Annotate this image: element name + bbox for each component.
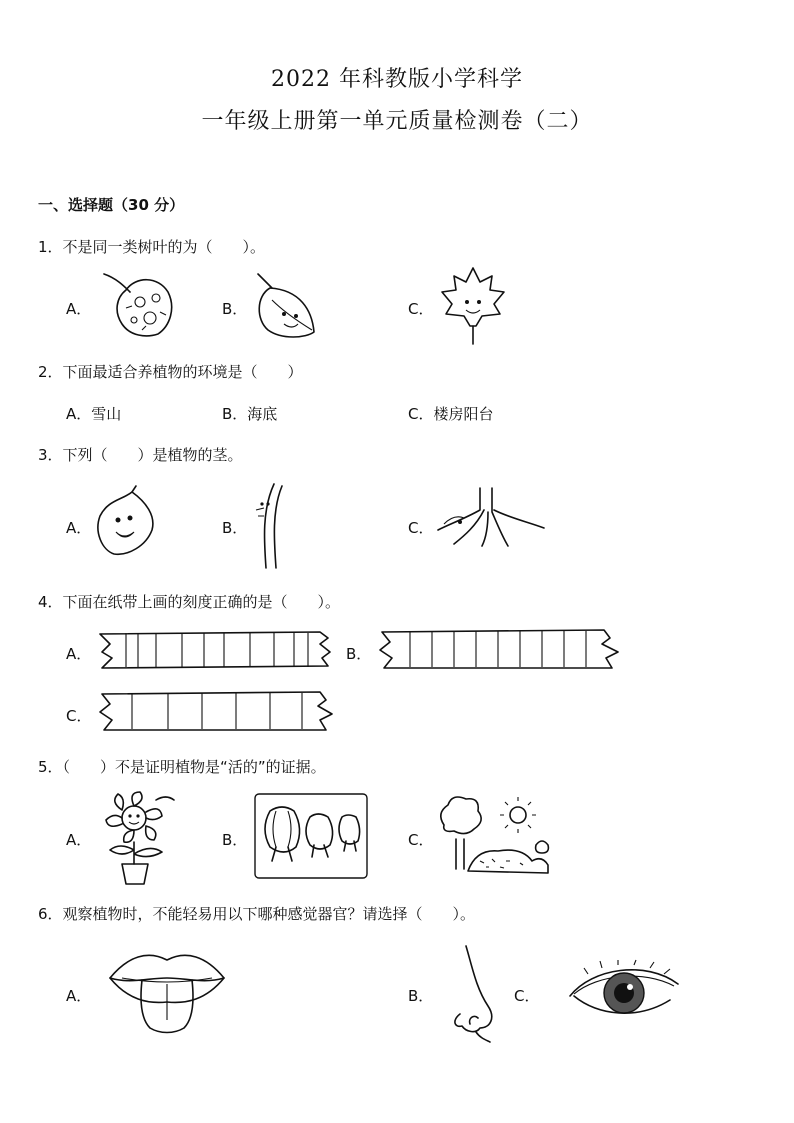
root-icon <box>436 488 546 548</box>
q4-option-a[interactable]: A． <box>66 645 92 663</box>
flower-pot-icon <box>94 788 178 886</box>
q3-option-a[interactable]: A． <box>66 519 92 537</box>
q6-option-b[interactable]: B． <box>408 987 434 1005</box>
paper-strip-icon <box>98 690 336 732</box>
q2-option-a[interactable] <box>66 403 121 424</box>
q2-option-c-label: C． <box>408 405 434 423</box>
q3-option-b[interactable]: B． <box>222 519 248 537</box>
q3-option-c[interactable]: C． <box>408 519 434 537</box>
q2-option-a-label: A． <box>66 405 92 423</box>
q2-option-c[interactable] <box>408 403 494 424</box>
walking-fruits-icon <box>254 793 368 879</box>
paper-strip-icon <box>98 630 332 670</box>
q5-option-c[interactable]: C． <box>408 831 434 849</box>
exam-title-line1: 2022 年科教版小学科学 <box>271 67 523 92</box>
stem-icon <box>246 480 286 570</box>
question-3: 3．下列（ ）是植物的茎。 <box>38 446 243 464</box>
q1-option-c[interactable]: C． <box>408 300 434 318</box>
question-1: 1．不是同一类树叶的为（ ）。 <box>38 238 266 256</box>
question-5: 5．（ ）不是证明植物是“活的”的证据。 <box>38 758 326 776</box>
q1-option-a[interactable]: A． <box>66 300 92 318</box>
eye-icon <box>568 960 684 1022</box>
maple-leaf-icon <box>438 264 508 346</box>
leaf-icon <box>92 486 158 558</box>
q5-option-b[interactable]: B． <box>222 831 248 849</box>
paper-strip-icon <box>378 628 622 670</box>
question-2: 2．下面最适合养植物的环境是（ ） <box>38 363 303 381</box>
leaf-holes-icon <box>96 268 178 340</box>
q6-option-c[interactable]: C． <box>514 987 540 1005</box>
smiling-leaf-icon <box>250 270 320 342</box>
q2-option-c-text: 楼房阳台 <box>433 405 494 423</box>
nose-icon <box>446 944 496 1044</box>
q1-option-b[interactable]: B． <box>222 300 248 318</box>
trees-sun-icon <box>434 795 554 881</box>
q2-option-b[interactable] <box>222 403 277 424</box>
q4-option-c[interactable]: C． <box>66 707 92 725</box>
q4-option-b[interactable]: B． <box>346 645 372 663</box>
question-6: 6．观察植物时，不能轻易用以下哪种感觉器官？请选择（ ）。 <box>38 905 476 923</box>
exam-title-line2: 一年级上册第一单元质量检测卷（二） <box>201 109 593 134</box>
q6-option-a[interactable]: A． <box>66 987 92 1005</box>
section-title: 一、选择题（30 分） <box>38 196 185 214</box>
q2-option-b-label: B． <box>222 405 248 423</box>
q2-option-b-text: 海底 <box>247 405 278 423</box>
question-4: 4．下面在纸带上画的刻度正确的是（ ）。 <box>38 593 341 611</box>
q2-option-a-text: 雪山 <box>91 405 122 423</box>
q5-option-a[interactable]: A． <box>66 831 92 849</box>
mouth-icon <box>108 948 226 1034</box>
